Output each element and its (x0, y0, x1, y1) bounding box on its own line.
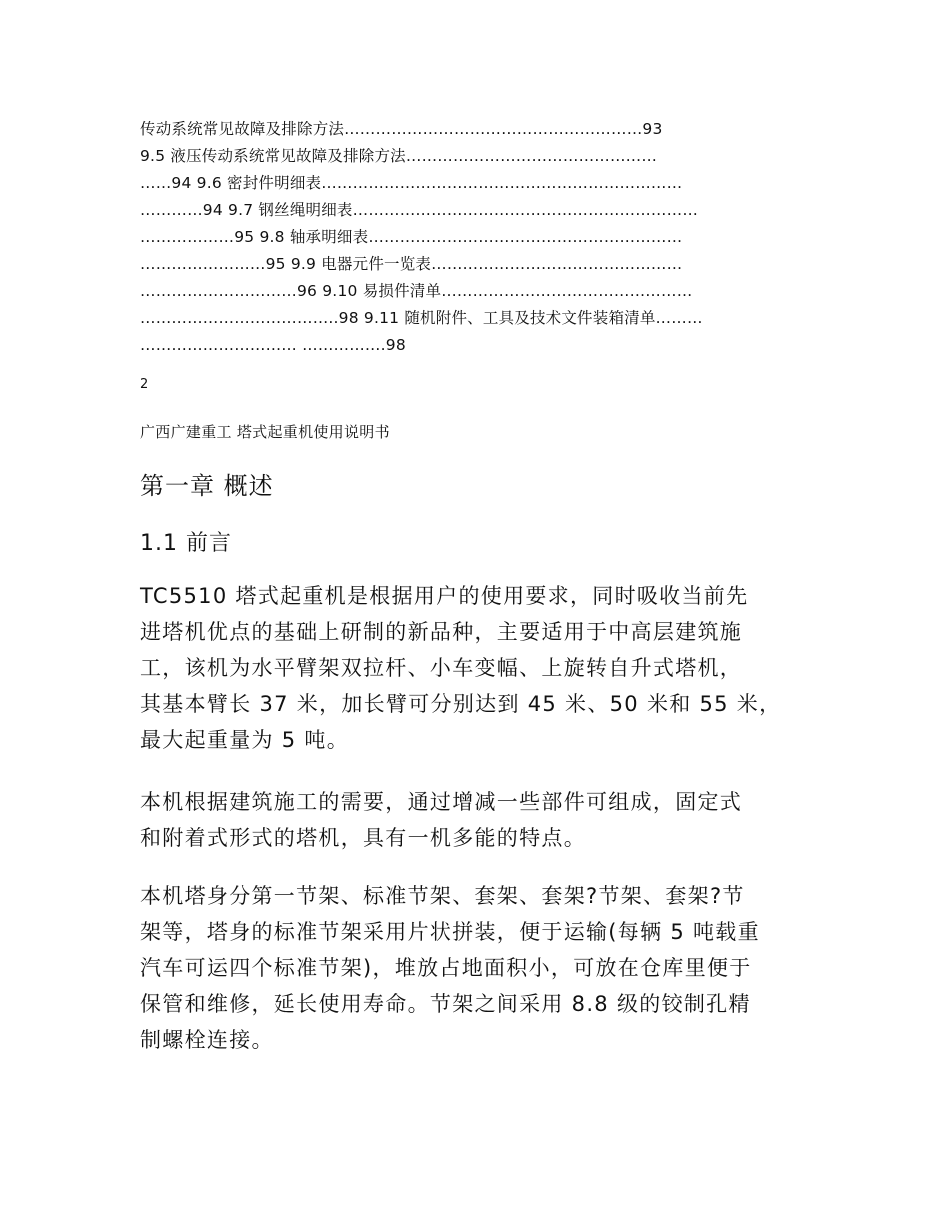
paragraph-line: 工，该机为水平臂架双拉杆、小车变幅、上旋转自升式塔机， (140, 656, 743, 680)
paragraph-configurations (140, 784, 820, 856)
paragraph-line: 和附着式形式的塔机，具有一机多能的特点。 (140, 826, 586, 850)
paragraph-line: 本机塔身分第一节架、标准节架、套架、套架?节架、套架?节 (140, 884, 745, 908)
toc-line: 传动系统常见故障及排除方法…………………………………………………93 (140, 120, 663, 138)
toc-line: ………………………………..98 9.11 随机附件、工具及技术文件装箱清单……… (140, 309, 703, 327)
toc-line: ………………………… …………….98 (140, 336, 406, 354)
toc-line: 9.5 液压传动系统常见故障及排除方法………………………………………… (140, 147, 658, 165)
toc-line: ……94 9.6 密封件明细表…………………………………………………………… (140, 174, 683, 192)
toc-line: …………………………96 9.10 易损件清单………………………………………… (140, 282, 693, 300)
table-of-contents (140, 116, 820, 359)
toc-line: …………94 9.7 钢丝绳明细表………………………………………………………… (140, 201, 699, 219)
paragraph-line: 保管和维修，延长使用寿命。节架之间采用 8.8 级的铰制孔精 (140, 992, 751, 1016)
paragraph-line: TC5510 塔式起重机是根据用户的使用要求，同时吸收当前先 (140, 584, 749, 608)
paragraph-line: 架等，塔身的标准节架采用片状拼装，便于运输(每辆 5 吨载重 (140, 920, 760, 944)
paragraph-line: 汽车可运四个标准节架)，堆放占地面积小，可放在仓库里便于 (140, 956, 752, 980)
paragraph-tower-body (140, 878, 820, 1058)
paragraph-line: 其基本臂长 37 米，加长臂可分别达到 45 米、50 米和 55 米， (140, 692, 782, 716)
toc-line: ………………95 9.8 轴承明细表…………………………………………………… (140, 228, 683, 246)
section-title: 1.1 前言 (140, 531, 232, 556)
paragraph-line: 本机根据建筑施工的需要，通过增减一些部件可组成，固定式 (140, 790, 743, 814)
page-number: 2 (140, 377, 149, 392)
paragraph-line: 最大起重量为 5 吨。 (140, 728, 350, 752)
paragraph-intro (140, 578, 820, 758)
running-header: 广西广建重工 塔式起重机使用说明书 (140, 423, 390, 441)
chapter-title: 第一章 概述 (140, 472, 274, 500)
paragraph-line: 进塔机优点的基础上研制的新品种，主要适用于中高层建筑施 (140, 620, 743, 644)
toc-line: ……………………95 9.9 电器元件一览表………………………………………… (140, 255, 683, 273)
paragraph-line: 制螺栓连接。 (140, 1028, 274, 1052)
